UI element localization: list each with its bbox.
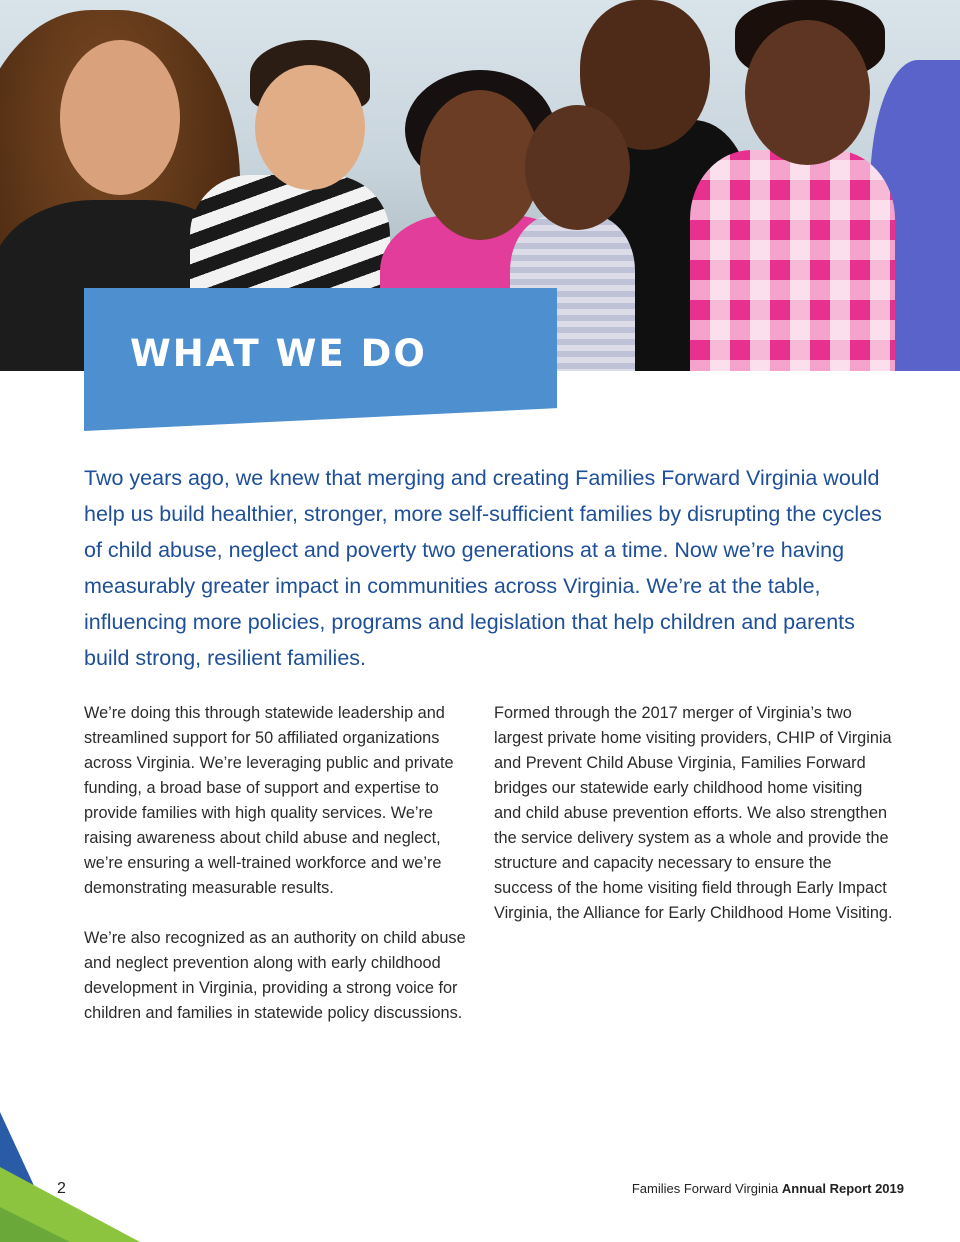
footer-report-label: Annual Report 2019 [781, 1181, 904, 1196]
boy-face [255, 65, 365, 190]
page-number: 2 [57, 1180, 66, 1197]
girl-gingham-dress [690, 150, 895, 371]
woman-left-face [60, 40, 180, 195]
girl-face [745, 20, 870, 165]
left-paragraph-2: We’re also recognized as an authority on child abuse and neglect prevention along with early childhood development in Virginia, providing a strong voice for children and families in statewide policy discussions. [84, 929, 466, 1022]
right-paragraph-1: Formed through the 2017 merger of Virginia’s two largest private home visiting providers, CHIP of Virginia and Prevent Child Abuse Virginia, Families Forward bridges our statewide early childhood home visiting and child abuse prevention efforts. We also strengthen the service delivery system as a whole and provide the structure and capacity necessary to ensure the success of the home visiting field through Early Impact Virginia, the Alliance for Early Childhood Home Visiting. [494, 704, 893, 922]
footer-report-title [632, 1181, 904, 1196]
intro-paragraph: Two years ago, we knew that merging and creating Families Forward Virginia would help us build healthier, stronger, more self-sufficient families by disrupting the cycles of child abuse, neglect and poverty two generations at a time. Now we’re having measurably greater impact in communities across Virginia. We’re at the table, influencing more policies, programs and legislation that help children and parents build strong, resilient families. [84, 466, 882, 670]
corner-decoration [0, 1112, 140, 1242]
footer-org-name: Families Forward Virginia [631, 1181, 779, 1196]
left-column [84, 701, 484, 1051]
mother-face [420, 90, 540, 240]
section-title: WHAT WE DO [130, 332, 427, 375]
baby-face [525, 105, 630, 230]
right-column [494, 701, 894, 951]
left-paragraph-1: We’re doing this through statewide leadership and streamlined support for 50 affiliated organizations across Virginia. We’re leveraging public and private funding, a broad base of support and expertise to provide families with high quality services. We’re raising awareness about child abuse and neglect, we’re ensuring a well-trained workforce and we’re demonstrating measurable results. [84, 704, 454, 897]
